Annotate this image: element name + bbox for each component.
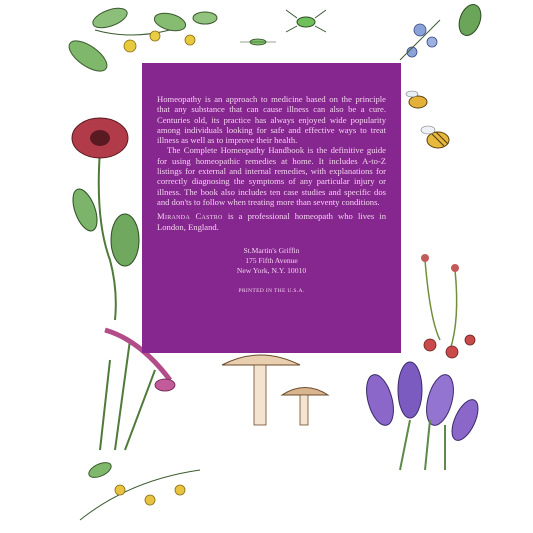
yellow-flowers-illustration bbox=[80, 459, 200, 520]
description-panel bbox=[142, 63, 401, 353]
small-insect-illustration bbox=[240, 39, 276, 45]
publisher-address: 175 Fifth Avenue bbox=[245, 255, 298, 265]
author-name: Miranda Castro bbox=[157, 211, 223, 222]
intro-paragraph: Homeopathy is an approach to medicine based on the principle that any substance that can cause illness can also be a cure. Centuries old, its practice has always enjoyed wide popularity among individuals looking for safe and effective ways to treat illness as well as to improve their health. bbox=[157, 94, 386, 146]
bee-illustration-2 bbox=[421, 126, 449, 148]
publisher-city: New York, N.Y. 10010 bbox=[236, 265, 307, 275]
author-bio: is a professional homeopath who lives in London, England. bbox=[157, 211, 386, 232]
publisher-name: St.Martin's Griffin bbox=[243, 245, 300, 255]
handbook-paragraph: The Complete Homeopathy Handbook is the definitive guide for using homeopathic remedies at home. It includes A-to-Z listings for external and internal remedies, with explanations for correctly diagnosing the symptoms of any particular injury or illness. The book also includes ten case studies and specific dos and don'ts to follow when treating more than seventy conditions. bbox=[157, 145, 386, 207]
bee-illustration-1 bbox=[406, 91, 427, 108]
crocus-illustration bbox=[362, 362, 484, 470]
poppy-illustration bbox=[68, 118, 139, 320]
top-right-flowers bbox=[400, 2, 485, 60]
author-paragraph bbox=[157, 211, 386, 232]
mushroom-illustration bbox=[222, 355, 328, 425]
printed-notice: PRINTED IN THE U.S.A. bbox=[238, 287, 305, 294]
publisher-block bbox=[157, 246, 386, 276]
sundew-illustration bbox=[421, 254, 475, 358]
beetle-illustration bbox=[286, 10, 326, 32]
